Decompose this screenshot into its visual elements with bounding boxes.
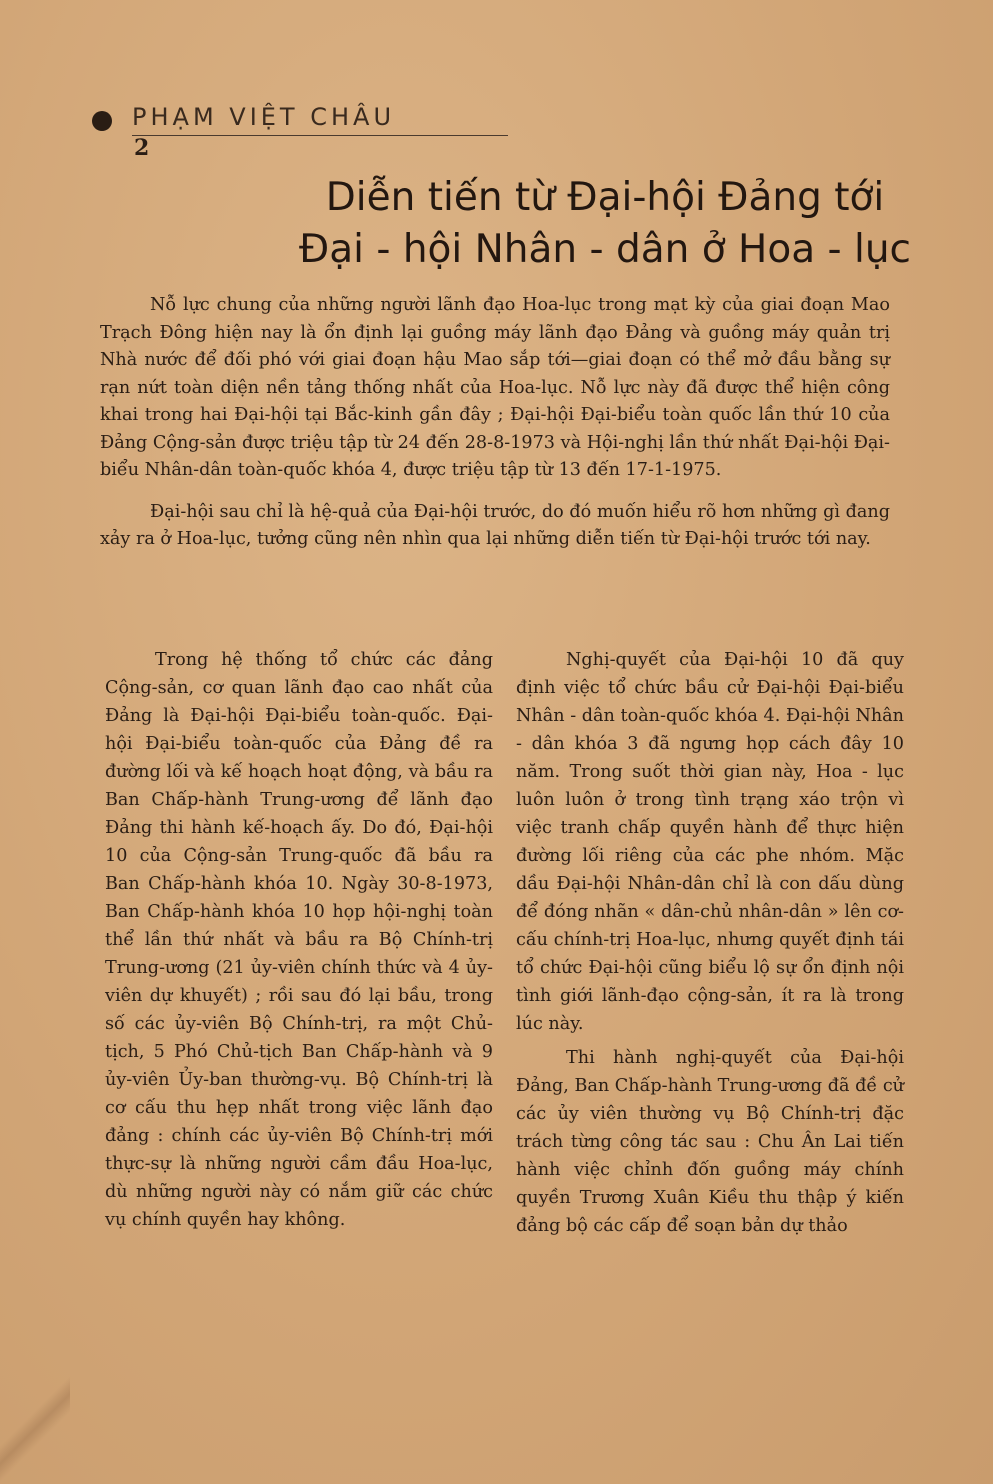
right-paragraph-2: Thi hành nghị-quyết của Đại-hội Đảng, Ban Chấp-hành Trung-ương đã đề cử các ủy viên thường vụ Bộ Chính-trị đặc trách từng công tác sau : Chu Ân Lai tiến hành việc chỉnh đốn guồng máy chính quyền Trương Xuân Kiều thu thập ý kiến đảng bộ các cấp để soạn bản dự thảo bbox=[516, 1048, 904, 1236]
page-number: 2 bbox=[134, 135, 150, 161]
right-column bbox=[516, 646, 904, 1240]
article-title bbox=[280, 172, 930, 276]
intro-paragraph-2: Đại-hội sau chỉ là hệ-quả của Đại-hội trước, do đó muốn hiểu rõ hơn những gì đang xảy ra ở Hoa-lục, tưởng cũng nên nhìn qua lại những diễn tiến từ Đại-hội trước tới nay. bbox=[100, 501, 890, 549]
bullet-dot-icon bbox=[92, 111, 112, 131]
header-rule bbox=[132, 135, 508, 136]
author-name: PHẠM VIỆT CHÂU bbox=[132, 103, 396, 131]
title-line-1: Diễn tiến từ Đại-hội Đảng tới bbox=[325, 175, 885, 220]
page-corner-crease bbox=[0, 1374, 70, 1484]
left-column bbox=[105, 646, 493, 1234]
intro-paragraph-1: Nỗ lực chung của những người lãnh đạo Hoa-lục trong mạt kỳ của giai đoạn Mao Trạch Đông hiện nay là ổn định lại guồng máy lãnh đạo Đảng và guồng máy quản trị Nhà nước để đối phó với giai đoạn hậu Mao sắp tới—giai đoạn có thể mở đầu bằng sự rạn nứt toàn diện nền tảng thống nhất của Hoa-lục. Nỗ lực này đã được thể hiện công khai trong hai Đại-hội tại Bắc-kinh gần đây ; Đại-hội Đại-biểu toàn quốc lần thứ 10 của Đảng Cộng-sản được triệu tập từ 24 đến 28-8-1973 và Hội-nghị lần thứ nhất Đại-hội Đại-biểu Nhân-dân toàn-quốc khóa 4, được triệu tập từ 13 đến 17-1-1975. bbox=[100, 295, 890, 480]
intro-section bbox=[100, 292, 890, 554]
right-paragraph-1: Nghị-quyết của Đại-hội 10 đã quy định việc tổ chức bầu cử Đại-hội Đại-biểu Nhân - dân toàn-quốc khóa 4. Đại-hội Nhân - dân khóa 3 đã ngưng họp cách đây 10 năm. Trong suốt thời gian này, Hoa - lục luôn luôn ở trong tình trạng xáo trộn vì việc tranh chấp quyền hành để thực hiện đường lối riêng của các phe nhóm. Mặc dầu Đại-hội Nhân-dân chỉ là con dấu dùng để đóng nhãn « dân-chủ nhân-dân » lên cơ-cấu chính-trị Hoa-lục, nhưng quyết định tái tổ chức Đại-hội cũng biểu lộ sự ổn định nội tình giới lãnh-đạo cộng-sản, ít ra là trong lúc này. bbox=[516, 650, 904, 1034]
title-line-2: Đại - hội Nhân - dân ở Hoa - lục bbox=[299, 227, 911, 272]
left-paragraph-1: Trong hệ thống tổ chức các đảng Cộng-sản, cơ quan lãnh đạo cao nhất của Đảng là Đại-hội Đại-biểu toàn-quốc. Đại-hội Đại-biểu toàn-quốc của Đảng đề ra đường lối và kế hoạch hoạt động, và bầu ra Ban Chấp-hành Trung-ương để lãnh đạo Đảng thi hành kế-hoạch ấy. Do đó, Đại-hội 10 của Cộng-sản Trung-quốc đã bầu ra Ban Chấp-hành khóa 10. Ngày 30-8-1973, Ban Chấp-hành khóa 10 họp hội-nghị toàn thể lần thứ nhất và bầu ra Bộ Chính-trị Trung-ương (21 ủy-viên chính thức và 4 ủy-viên dự khuyết) ; rồi sau đó lại bầu, trong số các ủy-viên Bộ Chính-trị, ra một Chủ-tịch, 5 Phó Chủ-tịch Ban Chấp-hành và 9 ủy-viên Ủy-ban thường-vụ. Bộ Chính-trị là cơ cấu thu hẹp nhất trong việc lãnh đạo đảng : chính các ủy-viên Bộ Chính-trị mới thực-sự là những người cầm đầu Hoa-lục, dù những người này có nắm giữ các chức vụ chính quyền hay không. bbox=[105, 650, 493, 1230]
